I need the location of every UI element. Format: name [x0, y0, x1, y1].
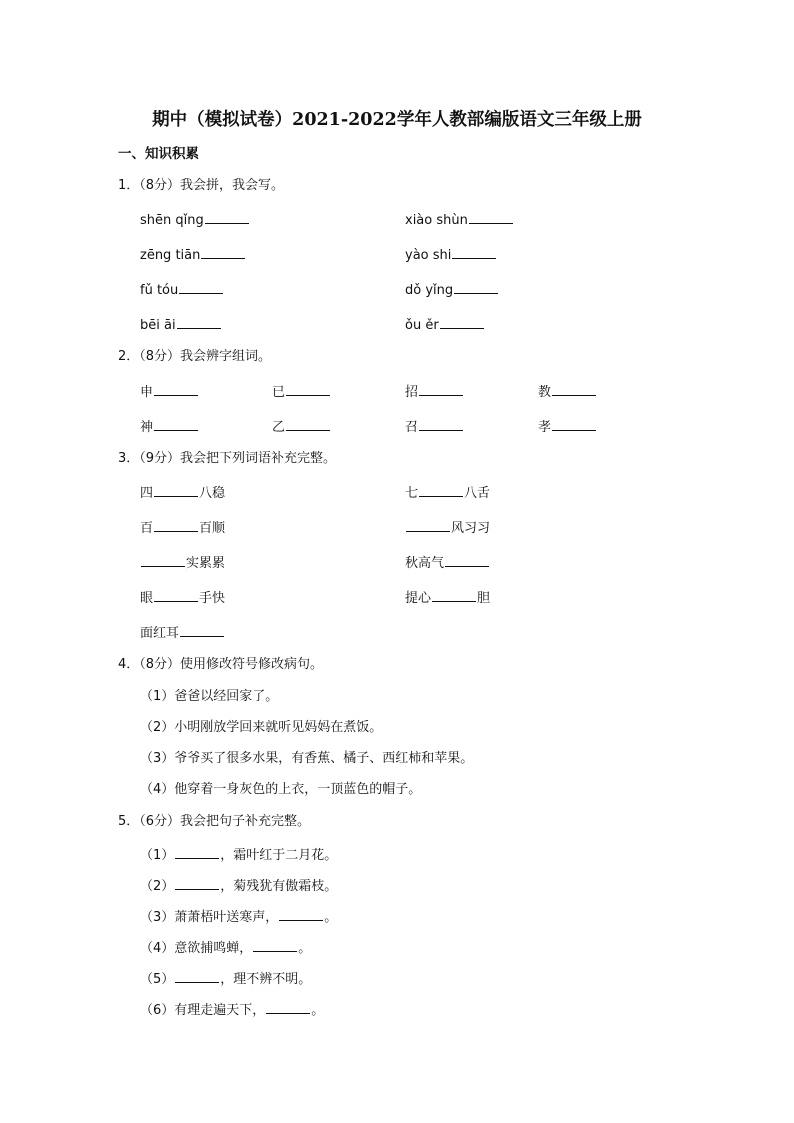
pinyin-item: ǒu ěr — [405, 316, 485, 334]
char-item: 神 — [140, 418, 199, 436]
pinyin-item: shēn qǐng — [140, 211, 250, 229]
answer-blank[interactable] — [445, 554, 489, 567]
idiom-item: 提心 胆 — [405, 591, 491, 606]
char-item: 申 — [140, 383, 199, 401]
idiom-item: 秋高气 — [405, 554, 490, 572]
poem-line: （5） ，理不辨不明。 — [140, 972, 312, 987]
answer-blank[interactable] — [179, 281, 223, 294]
sentence-item: （4）他穿着一身灰色的上衣，一顶蓝色的帽子。 — [140, 782, 422, 797]
answer-blank[interactable] — [175, 970, 219, 983]
q4-stem: 4．（8分）使用修改符号修改病句。 — [118, 657, 324, 672]
q1-stem: 1．（8分）我会拼，我会写。 — [118, 178, 285, 193]
answer-blank[interactable] — [469, 211, 513, 224]
poem-line: （6）有理走遍天下， 。 — [140, 1003, 325, 1018]
idiom-item: 实累累 — [140, 554, 225, 572]
answer-blank[interactable] — [419, 383, 463, 396]
idiom-item: 风习习 — [405, 519, 490, 537]
pinyin-item: bēi āi — [140, 316, 222, 334]
sentence-item: （3）爷爷买了很多水果，有香蕉、橘子、西红柿和苹果。 — [140, 751, 474, 766]
answer-blank[interactable] — [454, 281, 498, 294]
answer-blank[interactable] — [419, 484, 463, 497]
idiom-item: 面红耳 — [140, 624, 225, 642]
pinyin-item: dǒ yǐng — [405, 281, 499, 299]
pinyin-item: yào shi — [405, 246, 497, 264]
q3-stem: 3．（9分）我会把下列词语补充完整。 — [118, 451, 337, 466]
pinyin-item: xiào shùn — [405, 211, 514, 229]
answer-blank[interactable] — [552, 418, 596, 431]
answer-blank[interactable] — [279, 908, 323, 921]
answer-blank[interactable] — [419, 418, 463, 431]
poem-line: （2） ，菊残犹有傲霜枝。 — [140, 879, 338, 894]
answer-blank[interactable] — [201, 246, 245, 259]
answer-blank[interactable] — [175, 877, 219, 890]
q2-stem: 2．（8分）我会辨字组词。 — [118, 349, 272, 364]
char-item: 乙 — [272, 418, 331, 436]
answer-blank[interactable] — [205, 211, 249, 224]
poem-line: （1） ，霜叶红于二月花。 — [140, 848, 338, 863]
answer-blank[interactable] — [154, 383, 198, 396]
section-heading: 一、知识积累 — [118, 146, 199, 162]
answer-blank[interactable] — [253, 939, 297, 952]
answer-blank[interactable] — [154, 519, 198, 532]
answer-blank[interactable] — [286, 383, 330, 396]
answer-blank[interactable] — [177, 316, 221, 329]
idiom-item: 七 八舌 — [405, 486, 491, 501]
answer-blank[interactable] — [432, 589, 476, 602]
sentence-item: （1）爸爸以经回家了。 — [140, 689, 279, 704]
answer-blank[interactable] — [440, 316, 484, 329]
pinyin-item: fǔ tóu — [140, 281, 224, 299]
idiom-item: 四 八稳 — [140, 486, 226, 501]
char-item: 教 — [538, 383, 597, 401]
char-item: 已 — [272, 383, 331, 401]
answer-blank[interactable] — [552, 383, 596, 396]
answer-blank[interactable] — [452, 246, 496, 259]
char-item: 招 — [405, 383, 464, 401]
poem-line: （3）萧萧梧叶送寒声， 。 — [140, 910, 338, 925]
answer-blank[interactable] — [154, 484, 198, 497]
answer-blank[interactable] — [406, 519, 450, 532]
answer-blank[interactable] — [154, 418, 198, 431]
q5-stem: 5．（6分）我会把句子补充完整。 — [118, 814, 311, 829]
answer-blank[interactable] — [141, 554, 185, 567]
char-item: 孝 — [538, 418, 597, 436]
char-item: 召 — [405, 418, 464, 436]
answer-blank[interactable] — [180, 624, 224, 637]
idiom-item: 眼 手快 — [140, 591, 226, 606]
sentence-item: （2）小明刚放学回来就听见妈妈在煮饭。 — [140, 720, 383, 735]
exam-title: 期中（模拟试卷）2021-2022学年人教部编版语文三年级上册 — [152, 110, 642, 130]
answer-blank[interactable] — [175, 846, 219, 859]
idiom-item: 百 百顺 — [140, 521, 226, 536]
answer-blank[interactable] — [286, 418, 330, 431]
poem-line: （4）意欲捕鸣蝉， 。 — [140, 941, 312, 956]
answer-blank[interactable] — [266, 1001, 310, 1014]
pinyin-item: zēng tiān — [140, 246, 246, 264]
answer-blank[interactable] — [154, 589, 198, 602]
